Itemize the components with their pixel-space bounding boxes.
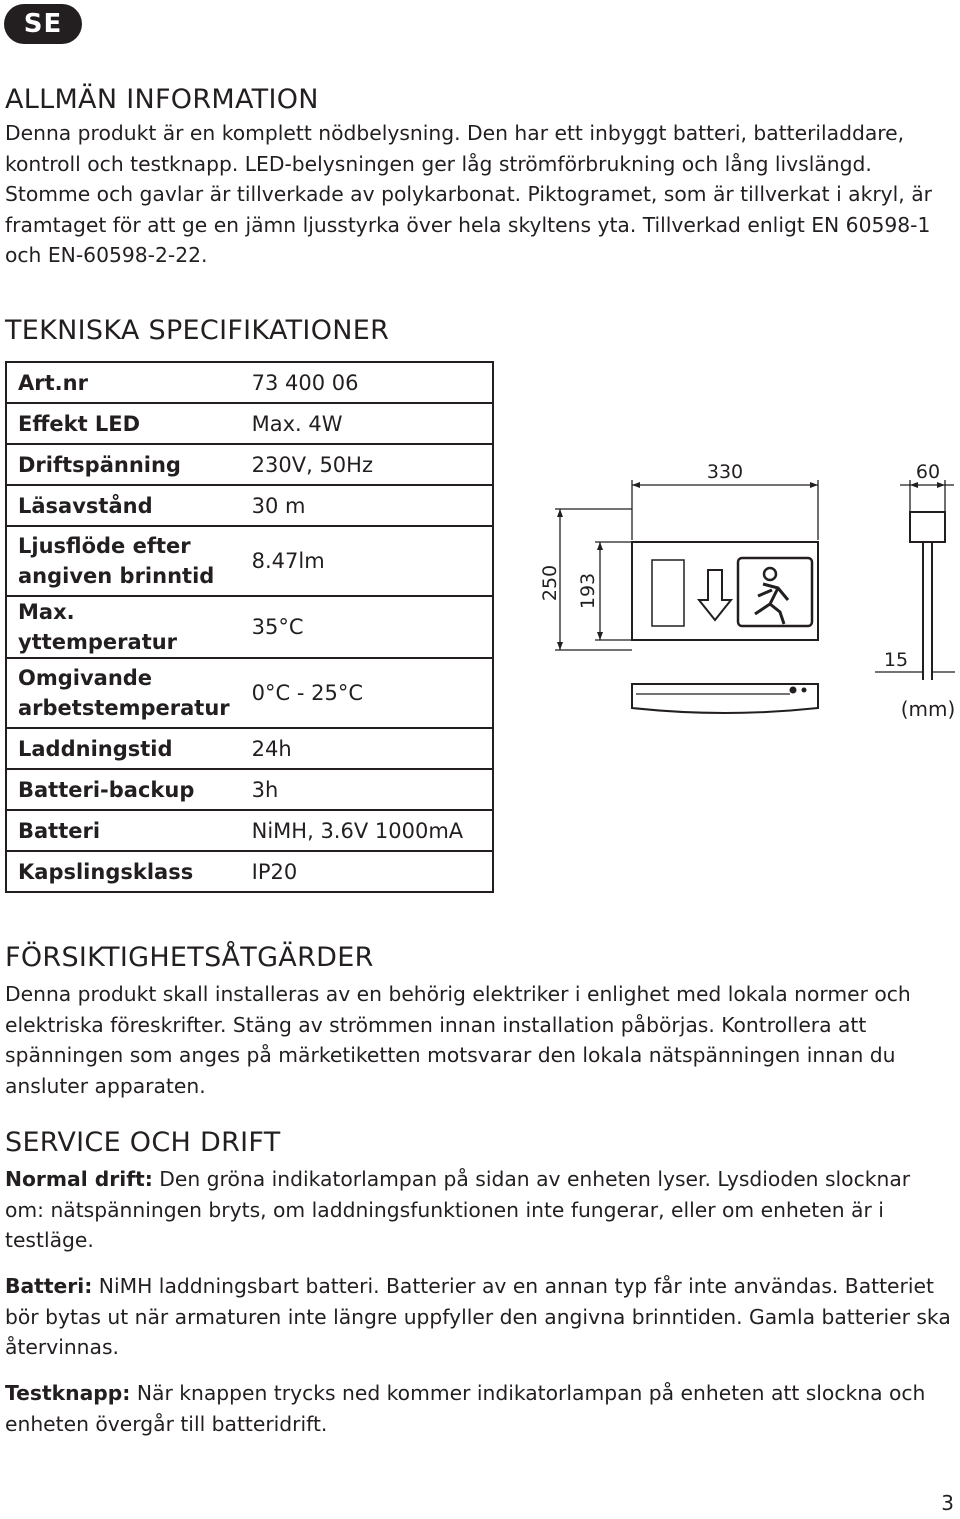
- spec-row: [6, 596, 493, 658]
- inner-height-dimension: 193: [577, 572, 599, 610]
- spec-row: [6, 769, 493, 810]
- unit-label: (mm): [900, 697, 956, 721]
- battery-text: [5, 1271, 955, 1363]
- language-badge: SE: [4, 4, 82, 44]
- spec-label: Batteri: [6, 810, 241, 851]
- spec-value: IP20: [241, 851, 493, 892]
- spec-value: 8.47lm: [241, 526, 493, 596]
- spec-label: Läsavstånd: [6, 485, 241, 526]
- spec-label: Max. yttemperatur: [6, 596, 241, 658]
- service-heading: SERVICE OCH DRIFT: [5, 1127, 281, 1158]
- precautions-text: Denna produkt skall installeras av en behörig elektriker i enlighet med lokala normer och elektriska föreskrifter. Stäng av strömmen innan installation påbörjas. Kontrollera att spänningen som anges på märketiketten motsvarar den lokala nätspänningen innan du ansluter apparaten.: [5, 982, 911, 1098]
- spec-value: 3h: [241, 769, 493, 810]
- precautions-heading: FÖRSIKTIGHETSÅTGÄRDER: [5, 942, 374, 973]
- depth-dimension: 60: [915, 461, 941, 483]
- spec-row: [6, 851, 493, 892]
- post-dimension: 15: [883, 649, 909, 671]
- page-number: 3: [941, 1491, 954, 1515]
- spec-table: [5, 361, 494, 893]
- width-dimension: 330: [706, 461, 744, 483]
- spec-value: 73 400 06: [241, 362, 493, 403]
- spec-value: 0°C - 25°C: [241, 658, 493, 728]
- spec-value: NiMH, 3.6V 1000mA: [241, 810, 493, 851]
- spec-value: Max. 4W: [241, 403, 493, 444]
- spec-value: 24h: [241, 728, 493, 769]
- general-text: Denna produkt är en komplett nödbelysning. Den har ett inbyggt batteri, batteriladdare, kontroll och testknapp. LED-belysningen ger låg strömförbrukning och lång livslängd. Stomme och gavlar är tillverkade av polykarbonat. Piktogramet, som är tillverkat i akryl, är framtaget för att ge en jämn ljusstyrka över hela skyltens yta. Tillverkad enligt EN 60598-1 och EN-60598-2-22.: [5, 121, 932, 267]
- spec-row: [6, 810, 493, 851]
- spec-value: 230V, 50Hz: [241, 444, 493, 485]
- test-button-label: Testknapp:: [5, 1381, 131, 1405]
- spec-row: [6, 444, 493, 485]
- spec-label: Ljusflöde efter angiven brinntid: [6, 526, 241, 596]
- spec-label: Laddningstid: [6, 728, 241, 769]
- test-button-text: [5, 1378, 955, 1439]
- spec-label: Effekt LED: [6, 403, 241, 444]
- normal-operation-body: Den gröna indikatorlampan på sidan av enheten lyser. Lysdioden slocknar om: nätspänningen bryts, om laddningsfunktionen inte fungerar, eller om enheten är i testläge.: [5, 1167, 911, 1252]
- test-button-body: När knappen trycks ned kommer indikatorlampan på enheten att slockna och enheten övergår till batteridrift.: [5, 1381, 926, 1436]
- spec-label: Art.nr: [6, 362, 241, 403]
- dimension-drawing: [520, 450, 960, 730]
- spec-label: Kapslingsklass: [6, 851, 241, 892]
- spec-label: Driftspänning: [6, 444, 241, 485]
- spec-label: Omgivande arbetstemperatur: [6, 658, 241, 728]
- spec-row: [6, 728, 493, 769]
- spec-value: 30 m: [241, 485, 493, 526]
- battery-body: NiMH laddningsbart batteri. Batterier av en annan typ får inte användas. Batteriet bör bytas ut när armaturen inte längre uppfyller den angivna brinntiden. Gamla batterier ska återvinnas.: [5, 1274, 951, 1359]
- spec-row: [6, 485, 493, 526]
- spec-row: [6, 658, 493, 728]
- normal-operation-label: Normal drift:: [5, 1167, 153, 1191]
- spec-value: 35°C: [241, 596, 493, 658]
- spec-row: [6, 403, 493, 444]
- normal-operation-text: [5, 1164, 955, 1256]
- spec-row: [6, 362, 493, 403]
- specs-heading: TEKNISKA SPECIFIKATIONER: [5, 315, 390, 346]
- general-heading: ALLMÄN INFORMATION: [5, 84, 319, 115]
- spec-row: [6, 526, 493, 596]
- battery-label: Batteri:: [5, 1274, 93, 1298]
- spec-label: Batteri-backup: [6, 769, 241, 810]
- height-dimension: 250: [539, 564, 561, 602]
